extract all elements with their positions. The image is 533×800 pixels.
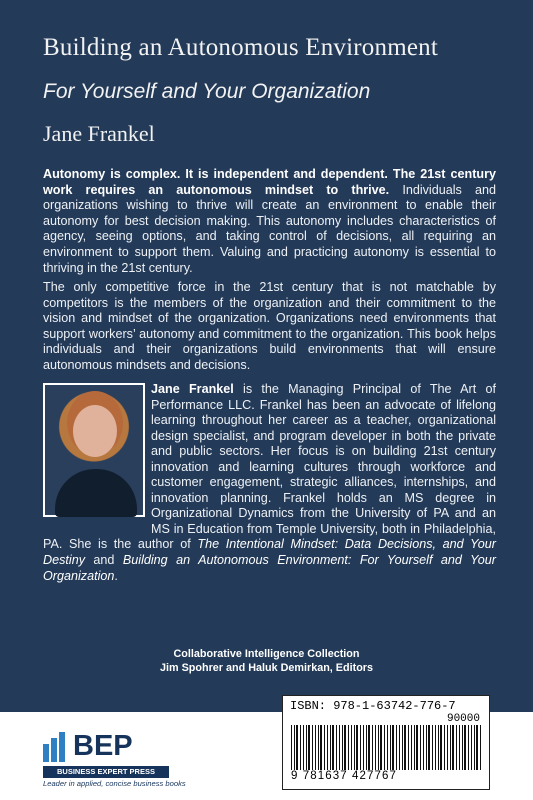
bio-book-title-1: The Intentional Mindset: Data Decisions, and Your Destiny [43, 537, 496, 568]
back-cover-blurb-paragraph-2: The only competitive force in the 21st century that is not matchable by competitors is the members of the organization and their commitment to the vision and mindset of the organization. Organizations need environments that support workers’ autonomy and commitment to the organization. This book helps individuals and their organizations build environments that will ensure autonomous mindsets and decisions. [43, 280, 496, 372]
barcode-lines [291, 725, 481, 770]
bio-book-title-2: Building an Autonomous Environment: For Yourself and Your Organization [43, 553, 496, 583]
publisher-logo [43, 728, 198, 788]
publisher-name: BUSINESS EXPERT PRESS [43, 766, 169, 778]
isbn-text: ISBN: 978-1-63742-776-7 [290, 699, 456, 713]
price-code: 90000 [446, 713, 480, 725]
barcode-digits: 9 781637 427767 [291, 770, 398, 782]
series-title: Collaborative Intelligence Collection [173, 648, 360, 660]
book-subtitle: For Yourself and Your Organization [43, 80, 371, 103]
isbn-barcode [282, 695, 490, 790]
blurb-intro-bold: Autonomy is complex. It is independent and dependent. The 21st century work requires an autonomous mindset to thrive. [43, 167, 496, 197]
author-biography [43, 382, 496, 584]
series-editors: Jim Spohrer and Haluk Demirkan, Editors [160, 662, 373, 674]
author-name: Jane Frankel [43, 121, 155, 146]
publisher-tagline: Leader in applied, concise business books [43, 779, 186, 788]
blurb-intro-rest: Individuals and organizations wishing to thrive will create an environment to enable their autonomy for best decision making. This autonomy includes characteristics of agency, seeing options, and taking control of decisions, all requiring an environment to support them. Valuing and practicing autonomy is essential to thriving in the 21st century. [43, 182, 496, 275]
bio-ending: . [114, 568, 118, 583]
bio-author-name: Jane Frankel [151, 382, 234, 396]
photo-spacer [43, 382, 151, 524]
book-title: Building an Autonomous Environment [43, 34, 438, 61]
publisher-logo-text: BEP [73, 730, 133, 762]
bio-text-part-2: and [85, 553, 123, 568]
back-cover-blurb-paragraph-1 [43, 167, 496, 276]
series-information [0, 647, 533, 675]
bio-text-part-1: is the Managing Principal of The Art of Performance LLC. Frankel has been an advocate of lifelong learning throughout her career as a teacher, organizational design specialist, and program developer in both the private and public sectors. Her focus is on building 21st century innovation and learning cultures through workforce and customer engagement, strategic alliances, internships, and innovation planning. Frankel holds an MS degree in Organizational Dynamics from the University of PA and an MS in Education from Temple University, both in Philadelphia, PA. She is the author of [43, 382, 496, 552]
bar-chart-logo-icon [43, 730, 75, 762]
